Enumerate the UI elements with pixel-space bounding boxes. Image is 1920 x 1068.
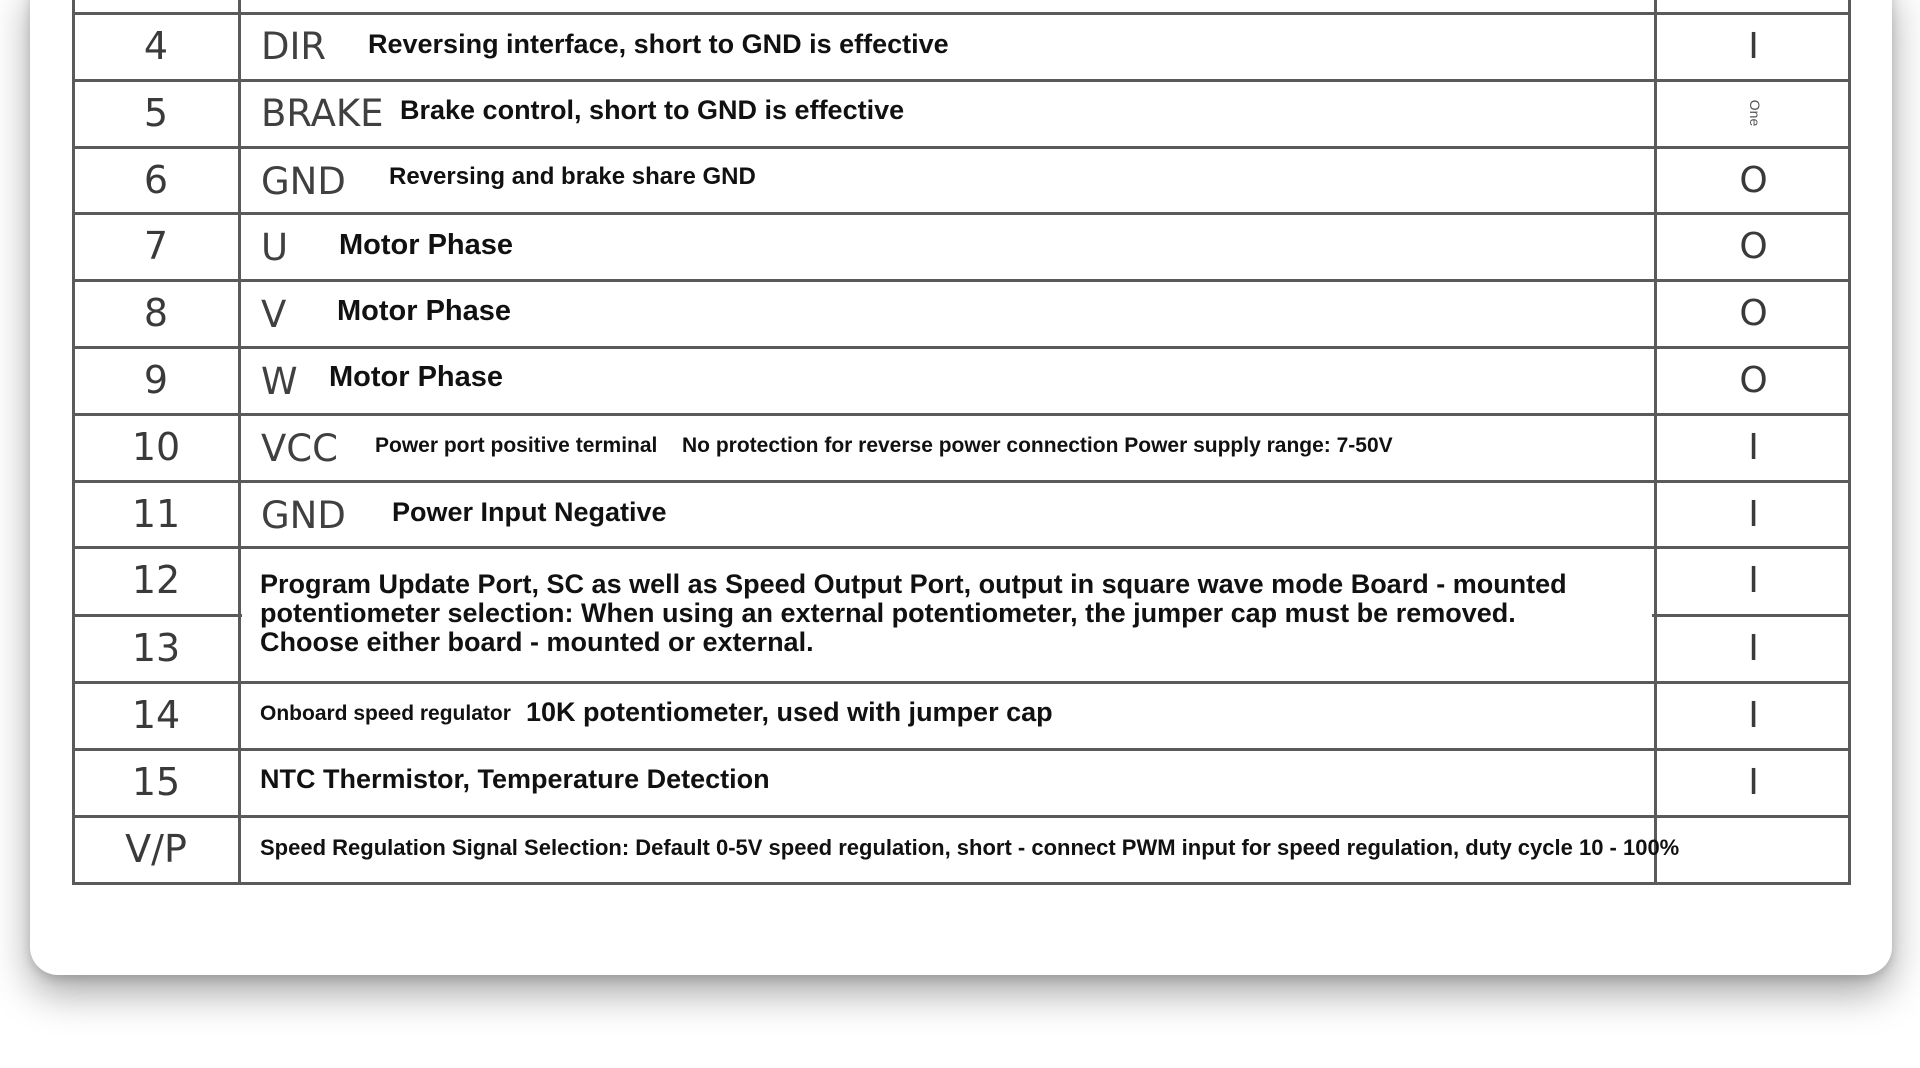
io-direction: O <box>1739 160 1768 201</box>
pin-description: Power port positive terminal <box>375 434 658 457</box>
signal-name: GND <box>261 494 346 537</box>
table-rule <box>73 681 1850 684</box>
pin-description: Motor Phase <box>339 229 514 261</box>
pin-number: 14 <box>131 693 181 737</box>
table-rule <box>73 815 1850 818</box>
pin-description: Brake control, short to GND is effective <box>400 95 905 125</box>
table-rule <box>73 12 1850 15</box>
pin-number: 11 <box>131 492 181 536</box>
pin-description: 10K potentiometer, used with jumper cap <box>526 697 1053 727</box>
table-rule <box>73 346 1850 349</box>
signal-name: VCC <box>261 427 338 470</box>
pin-description: Power Input Negative <box>392 497 667 527</box>
pin-number: V/P <box>125 827 187 871</box>
pin-description: Reversing interface, short to GND is effective <box>368 29 949 59</box>
signal-name: DIR <box>261 25 327 68</box>
io-direction: I <box>1748 494 1759 535</box>
io-direction: I <box>1748 26 1759 67</box>
io-direction: I <box>1748 628 1759 669</box>
pin-description: Reversing and brake share GND <box>389 163 756 190</box>
io-direction: O <box>1739 293 1768 334</box>
io-direction: One <box>1747 99 1763 127</box>
merged-description-12-13: Program Update Port, SC as well as Speed Output Port, output in square wave mode Board - mounted potentiometer selection: When using an external potentiometer, the jumper cap must be removed. Choose either board - mounted or external. <box>260 569 1567 657</box>
pin-description: Speed Regulation Signal Selection: Default 0-5V speed regulation, short - connect PWM input for speed regulation, duty cycle 10 - 100% <box>260 835 1680 860</box>
pin-number: 7 <box>143 224 169 268</box>
pin-number: 8 <box>143 291 169 335</box>
pin-description: Motor Phase <box>337 295 512 327</box>
table-rule <box>73 413 1850 416</box>
io-direction: I <box>1748 695 1759 736</box>
pin-note: No protection for reverse power connection Power supply range: 7-50V <box>682 434 1393 457</box>
signal-name: Onboard speed regulator <box>260 702 511 725</box>
io-direction: O <box>1739 226 1768 267</box>
pin-number: 12 <box>131 558 181 602</box>
io-direction: O <box>1739 360 1768 401</box>
io-direction: I <box>1748 560 1759 601</box>
table-rule <box>73 748 1850 751</box>
table-rule <box>73 279 1850 282</box>
io-direction: I <box>1748 762 1759 803</box>
pin-number: 15 <box>131 760 181 804</box>
pin-number: 9 <box>143 358 169 402</box>
pin-number: 4 <box>143 24 169 68</box>
pin-number: 10 <box>131 425 181 469</box>
pin-description: NTC Thermistor, Temperature Detection <box>260 764 770 794</box>
signal-name: V <box>261 293 287 336</box>
signal-name: W <box>261 360 298 403</box>
pin-number: 13 <box>131 626 181 670</box>
signal-name: BRAKE <box>261 92 384 135</box>
signal-name: GND <box>261 160 346 203</box>
signal-name: U <box>261 226 289 269</box>
io-direction: I <box>1748 427 1759 468</box>
pin-number: 5 <box>143 91 169 135</box>
table-rule <box>73 882 1850 885</box>
pin-number: 6 <box>143 158 169 202</box>
pin-description: Motor Phase <box>329 361 504 393</box>
